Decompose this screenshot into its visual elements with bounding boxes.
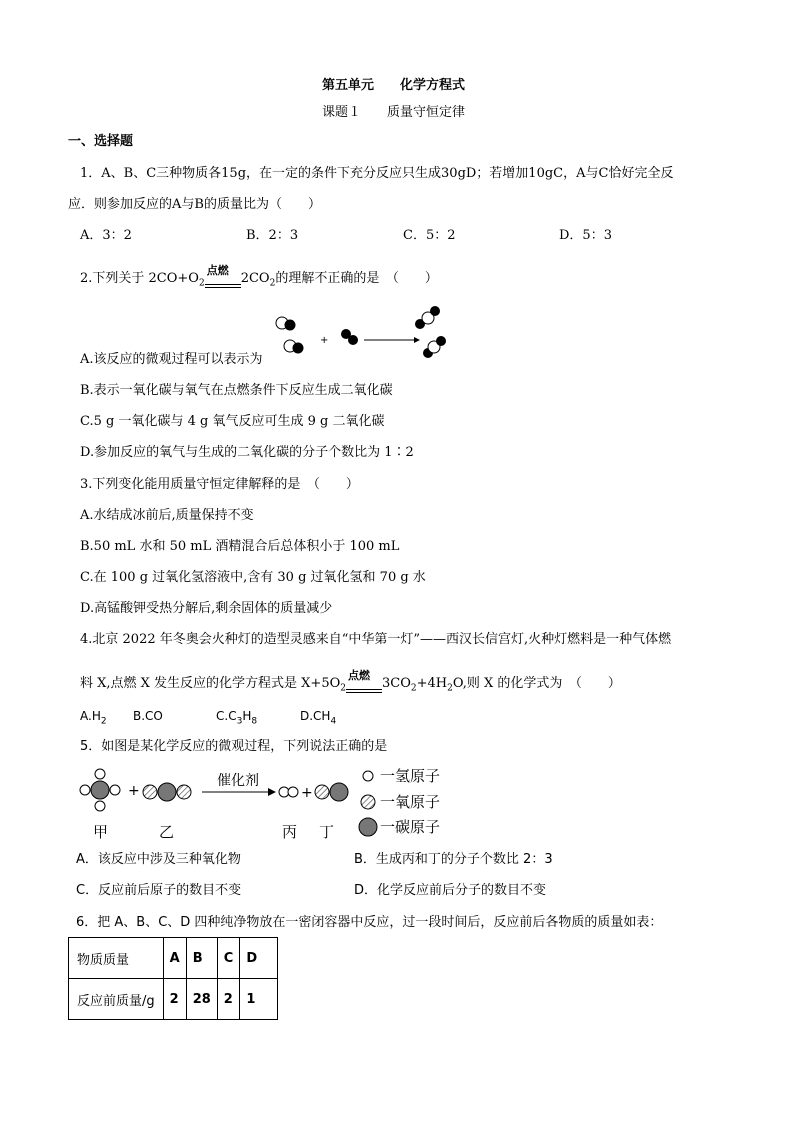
q5-catalyst: 催化剂	[217, 773, 259, 789]
q4-sub1: 2	[340, 683, 346, 694]
q4-line2-end: O,则 X 的化学式为 （ ）	[452, 676, 621, 691]
label-jia: 甲	[93, 823, 109, 841]
q4-reaction-arrow	[346, 668, 382, 697]
q4-sub3: 2	[447, 683, 453, 694]
q6-table	[68, 937, 278, 1020]
reaction-arrow	[364, 337, 420, 343]
q4-option-c: $C.C_3H_8$	[216, 709, 258, 727]
q2-reaction-arrow	[205, 263, 241, 292]
table-header-cell: D	[240, 938, 278, 979]
legend-hydrogen-icon	[363, 771, 373, 781]
q2-molecule-diagram	[268, 303, 458, 361]
svg-text:+: +	[301, 785, 313, 801]
co-molecule-bottom	[284, 340, 303, 353]
q2-stem-pre: 2.下列关于 2CO+O	[80, 271, 199, 286]
table-header-cell: A	[163, 938, 186, 979]
table-cell: 1	[240, 979, 278, 1020]
table-cell: 反应前质量/g	[69, 979, 164, 1020]
q4-option-b: B.CO	[133, 709, 163, 723]
co2-molecule	[143, 783, 191, 801]
q1-line1: 1．A、B、C三种物质各15g，在一定的条件下充分反应只生成30gD；若增加10gC，A与C恰好完全反	[80, 166, 674, 181]
co2-molecule-bottom	[424, 337, 446, 358]
q2-product: 2CO	[240, 271, 270, 286]
q2-option-c: C.5 g 一氧化碳与 4 g 氧气反应可生成 9 g 二氧化碳	[80, 414, 385, 429]
q4-line2-pre: 料 X,点燃 X 发生反应的化学方程式是 X+5O	[80, 676, 341, 691]
q3-option-b: B.50 mL 水和 50 mL 酒精混合后总体积小于 100 mL	[80, 539, 400, 554]
legend-carbon: 一碳原子	[380, 818, 441, 836]
q2-product-sub: 2	[269, 278, 276, 289]
q1-option-a: A．3：2	[80, 228, 132, 243]
unit-title: 第五单元 化学方程式	[322, 78, 466, 93]
table-cell: 28	[186, 979, 217, 1020]
q1-line2: 应．则参加反应的A与B的质量比为（ ）	[68, 197, 321, 212]
table-header-cell: B	[186, 938, 217, 979]
q4-line1: 4.北京 2022 年冬奥会火种灯的造型灵感来自“中华第一灯”——西汉长信宫灯,火种灯燃料是一种气体燃	[80, 632, 672, 647]
svg-text:+: +	[128, 783, 140, 799]
q4-sub2: 2	[410, 683, 417, 694]
q2-plus: +	[320, 335, 329, 346]
section-title: 一、选择题	[68, 134, 134, 149]
methane-molecule	[80, 769, 120, 811]
legend-oxygen: 一氧原子	[380, 793, 441, 811]
co2-molecule-top	[416, 307, 440, 329]
q3-stem: 3.下列变化能用质量守恒定律解释的是 （ ）	[80, 477, 359, 492]
q5-option-a: A．该反应中涉及三种氧化物	[76, 852, 241, 867]
q5-option-c: C．反应前后原子的数目不变	[76, 883, 242, 898]
q5-reaction-diagram	[74, 764, 464, 844]
q4-condition: 点燃	[347, 668, 370, 682]
q3-option-a: A.水结成冰前后,质量保持不变	[80, 508, 254, 523]
q3-option-c: C.在 100 g 过氧化氢溶液中,含有 30 g 过氧化氢和 70 g 水	[80, 570, 426, 585]
table-cell: 2	[163, 979, 186, 1020]
q2-option-b: B.表示一氧化碳与氧气在点燃条件下反应生成二氧化碳	[80, 383, 393, 398]
label-ding: 丁	[319, 823, 335, 841]
q4-line2-post: +4H	[416, 676, 448, 691]
q1-option-b: B．2：3	[246, 228, 299, 243]
q4-option-a: $A.H_2$	[80, 709, 107, 727]
label-bing: 丙	[282, 823, 298, 841]
label-yi: 乙	[159, 823, 175, 841]
q2-stem-sub: 2	[198, 278, 205, 289]
table-header-cell: C	[217, 938, 240, 979]
hydrogen-molecule	[279, 787, 298, 797]
legend-carbon-icon	[359, 818, 377, 836]
table-row	[69, 979, 278, 1020]
lesson-title: 课题１ 质量守恒定律	[322, 105, 466, 120]
q4-line2	[80, 668, 621, 697]
legend-hydrogen: 一氢原子	[380, 767, 441, 785]
q3-option-d: D.高锰酸钾受热分解后,剩余固体的质量减少	[80, 601, 333, 616]
table-header-row	[69, 938, 278, 979]
q5-option-b: B．生成丙和丁的分子个数比 2：3	[354, 852, 553, 867]
q4-option-d: $D.CH_4$	[300, 709, 337, 727]
q2-option-a: A.该反应的微观过程可以表示为	[80, 352, 263, 367]
co-molecule-top	[276, 317, 295, 330]
q1-option-d: D．5：3	[559, 228, 612, 243]
q1-option-c: C．5：2	[403, 228, 456, 243]
q2-condition: 点燃	[206, 263, 229, 277]
q5-option-d: D．化学反应前后分子的数目不变	[354, 883, 547, 898]
o2-molecule	[341, 329, 358, 345]
q4-line2-mid: 3CO	[381, 676, 411, 691]
q5-reaction-arrow	[202, 788, 276, 796]
table-cell: 2	[217, 979, 240, 1020]
q6-stem: 6．把 A、B、C、D 四种纯净物放在一密闭容器中反应，过一段时间后，反应前后各物质的质量如表：	[76, 915, 663, 930]
q2-stem	[80, 263, 438, 292]
q5-legend	[359, 771, 377, 836]
table-header-cell: 物质质量	[69, 938, 164, 979]
q2-stem-post: 的理解不正确的是 （ ）	[275, 271, 438, 286]
q5-stem: 5．如图是某化学反应的微观过程，下列说法正确的是	[80, 739, 388, 754]
legend-oxygen-icon	[361, 795, 375, 809]
co-molecule	[315, 783, 348, 801]
q2-option-d: D.参加反应的氧气与生成的二氧化碳的分子个数比为 1∶2	[80, 445, 414, 460]
